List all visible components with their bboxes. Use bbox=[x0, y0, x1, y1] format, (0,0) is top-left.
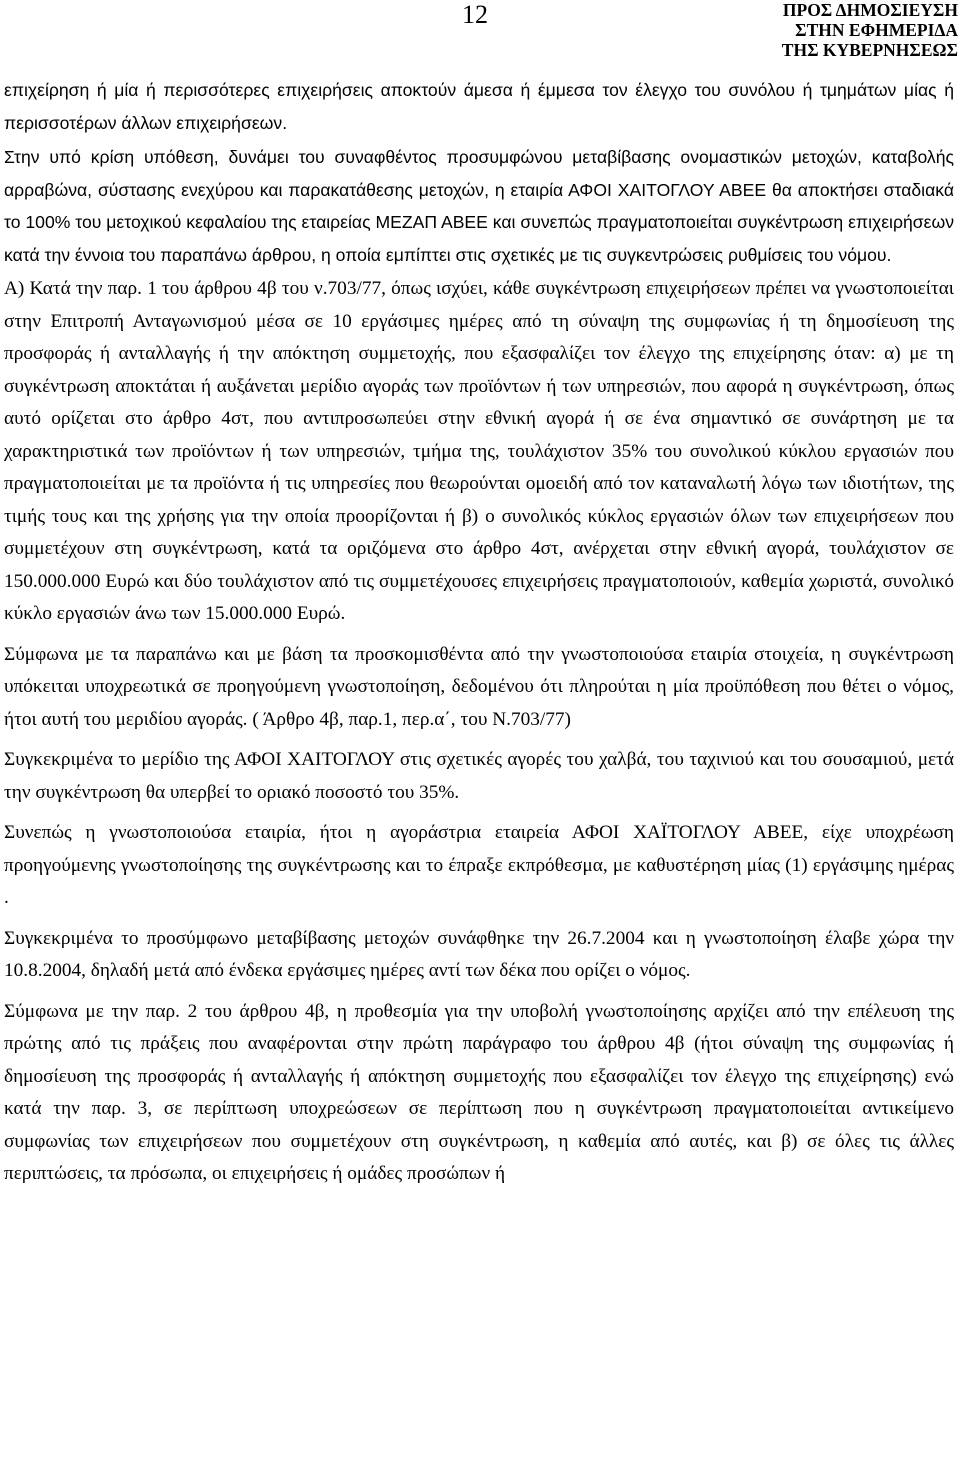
document-body bbox=[4, 74, 954, 1193]
paragraph: Σύμφωνα με τα παραπάνω και με βάση τα προσκομισθέντα από την γνωστοποιούσα εταιρία στοιχεία, η συγκέντρωση υπόκειται υποχρεωτικά σε προηγούμενη γνωστοποίηση, δεδομένου ότι πληρούται η μία προϋπόθεση που θέτει ο νόμος, ήτοι αυτή του μεριδίου αγοράς. ( Άρθρο 4β, παρ.1, περ.α΄, του Ν.703/77) bbox=[4, 643, 954, 730]
paragraph: Στην υπό κρίση υπόθεση, δυνάμει του συναφθέντος προσυμφώνου μεταβίβασης ονομαστικών μετοχών, καταβολής αρραβώνα, σύστασης ενεχύρου και παρακατάθεσης μετοχών, η εταιρία ΑΦΟΙ ΧΑΙΤΟΓΛΟΥ ΑΒΕΕ θα αποκτήσει σταδιακά το 100% του μετοχικού κεφαλαίου της εταιρείας ΜΕΖΑΠ ΑΒΕΕ και συνεπώς πραγματοποιείται συγκέντρωση επιχειρήσεων κατά την έννοια του παραπάνω άρθρου, η οποία εμπίπτει στις σχετικές με τις συγκεντρώσεις ρυθμίσεις του νόμου. bbox=[4, 147, 954, 265]
paragraph: Συγκεκριμένα το προσύμφωνο μεταβίβασης μετοχών συνάφθηκε την 26.7.2004 και η γνωστοποίηση έλαβε χώρα την 10.8.2004, δηλαδή μετά από ένδεκα εργάσιμες ημέρες αντί των δέκα που ορίζει ο νόμος. bbox=[4, 927, 954, 981]
paragraph: Α) Κατά την παρ. 1 του άρθρου 4β του ν.703/77, όπως ισχύει, κάθε συγκέντρωση επιχειρήσεων πρέπει να γνωστοποιείται στην Επιτροπή Ανταγωνισμού μέσα σε 10 εργάσιμες ημέρες από τη σύναψη της συμφωνίας ή τη δημοσίευση της προσφοράς ή ανταλλαγής ή την απόκτηση συμμετοχής, που εξασφαλίζει τον έλεγχο της επιχείρησης όταν: α) με τη συγκέντρωση αποκτάται ή αυξάνεται μερίδιο αγοράς των προϊόντων ή των υπηρεσιών, που αφορά η συγκέντρωση, όπως αυτό ορίζεται στο άρθρο 4στ, που αντιπροσωπεύει στην εθνική αγορά ή σε ένα σημαντικό σε συνάρτηση με τα χαρακτηριστικά των προϊόντων ή των υπηρεσιών, τμήμα της, τουλάχιστον 35% του συνολικού κύκλου εργασιών που πραγματοποιείται με τα προϊόντα ή τις υπηρεσίες που θεωρούνται ομοειδή από τον καταναλωτή λόγω των ιδιοτήτων, της τιμής τους και της χρήσης για την οποία προορίζονται ή β) ο συνολικός κύκλος εργασιών όλων των επιχειρήσεων που συμμετέχουν στη συγκέντρωση, κατά τα οριζόμενα στο άρθρο 4στ, ανέρχεται στην εθνική αγορά, τουλάχιστον σε 150.000.000 Ευρώ και δύο τουλάχιστον από τις συμμετέχουσες επιχειρήσεις πραγματοποιούν, καθεμία χωριστά, συνολικό κύκλο εργασιών άνω των 15.000.000 Ευρώ. bbox=[4, 278, 954, 624]
publication-header-line: ΣΤΗΝ ΕΦΗΜΕΡΙΔΑ bbox=[795, 20, 958, 40]
paragraph: επιχείρηση ή μία ή περισσότερες επιχειρήσεις αποκτούν άμεσα ή έμμεσα τον έλεγχο του συνόλου ή τμημάτων μίας ή περισσοτέρων άλλων επιχειρήσεων. bbox=[4, 80, 954, 133]
publication-header-line: ΠΡΟΣ ΔΗΜΟΣΙΕΥΣΗ bbox=[782, 0, 958, 20]
paragraph: Συγκεκριμένα το μερίδιο της ΑΦΟΙ ΧΑΙΤΟΓΛΟΥ στις σχετικές αγορές του χαλβά, του ταχινιού και του σουσαμιού, μετά την συγκέντρωση θα υπερβεί το οριακό ποσοστό του 35%. bbox=[4, 749, 954, 803]
paragraph: Συνεπώς η γνωστοποιούσα εταιρία, ήτοι η αγοράστρια εταιρεία ΑΦΟΙ ΧΑΪΤΟΓΛΟΥ ΑΒΕΕ, είχε υποχρέωση προηγούμενης γνωστοποίησης της συγκέντρωσης και το έπραξε εκπρόθεσμα, με καθυστέρηση μίας (1) εργάσιμης ημέρας . bbox=[4, 822, 954, 908]
paragraph: Σύμφωνα με την παρ. 2 του άρθρου 4β, η προθεσμία για την υποβολή γνωστοποίησης αρχίζει από την επέλευση της πρώτης από τις πράξεις που αναφέρονται στην πρώτη παράγραφο του άρθρου 4β (ήτοι σύναψη της συμφωνίας ή δημοσίευση της προσφοράς ή ανταλλαγής ή απόκτηση συμμετοχής που εξασφαλίζει τον έλεγχο της επιχείρησης) ενώ κατά την παρ. 3, σε περίπτωση υποχρεώσεων σε περίπτωση που η συγκέντρωση πραγματοποιείται αντικείμενο συμφωνίας των επιχειρήσεων που συμμετέχουν στη συγκέντρωση, η καθεμία από αυτές, και β) σε όλες τις άλλες περιπτώσεις, τα πρόσωπα, οι επιχειρήσεις ή ομάδες προσώπων ή bbox=[4, 1000, 954, 1184]
publication-header bbox=[782, 0, 958, 60]
publication-header-line: ΤΗΣ ΚΥΒΕΡΝΗΣΕΩΣ bbox=[781, 40, 958, 60]
page-number: 12 bbox=[462, 0, 488, 29]
